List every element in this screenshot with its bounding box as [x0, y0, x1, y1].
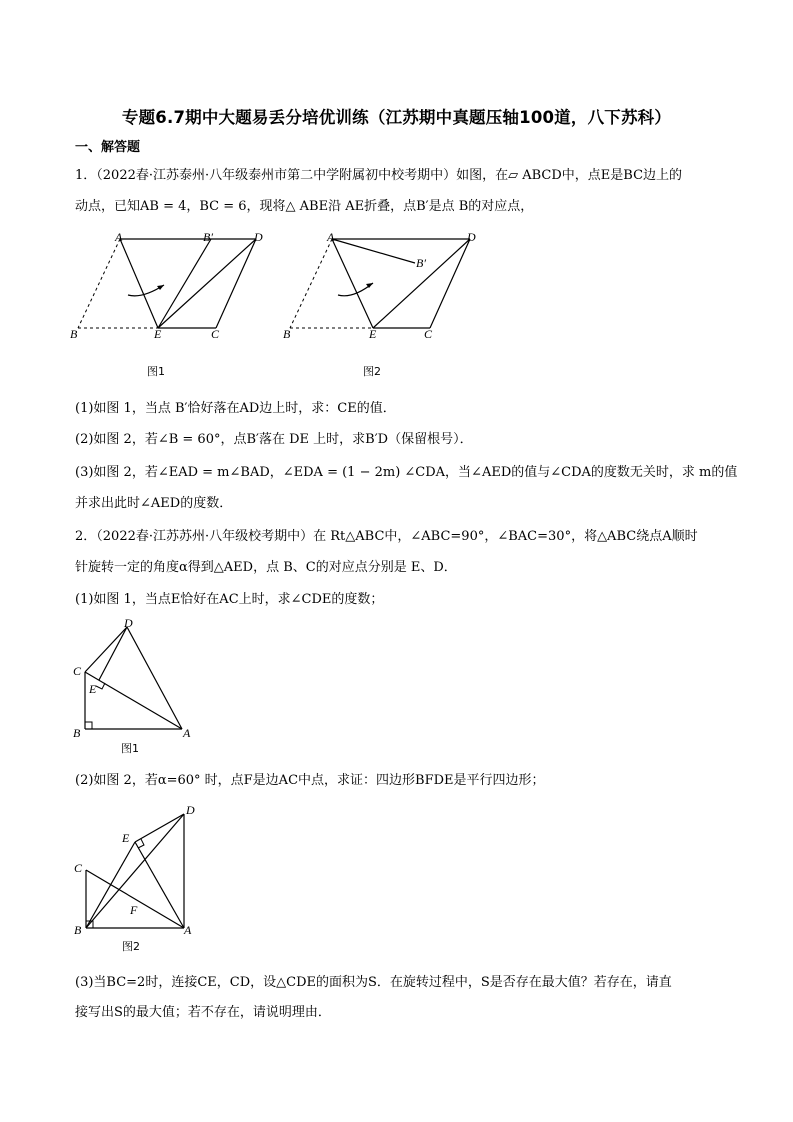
- q2f2-edge-be: [86, 842, 135, 928]
- q2f1-edge-de: [99, 627, 127, 680]
- q1f1-label-d: D: [254, 230, 263, 244]
- q1f2-edge-ab-prime: [332, 239, 415, 263]
- q2f2-label-d: D: [186, 803, 195, 817]
- q1f2-label-d: D: [467, 230, 476, 244]
- q2-figure-1: [70, 615, 210, 760]
- q2f1-label-a: A: [183, 726, 191, 740]
- q2f1-label-b: B: [73, 726, 81, 740]
- q2-line1: 2．（2022春·江苏苏州·八年级校考期中）在 Rt△ABC中，∠ABC=90°，∠BAC=30°，将△ABC绕点A顺时: [75, 529, 698, 544]
- q1f2-label-b-prime: B′: [416, 256, 426, 270]
- q2f1-edge-cd: [85, 627, 127, 672]
- q2-part3b: 接写出S的最大值；若不存在，请说明理由．: [75, 1005, 331, 1020]
- q1f1-arrowhead-icon: [157, 285, 164, 290]
- q1f1-label-b: B: [70, 327, 78, 341]
- q2-part1: (1)如图 1，当点E恰好在AC上时，求∠CDE的度数；: [75, 592, 384, 607]
- q1f1-label-b-prime: B′: [203, 230, 213, 244]
- page-title: 专题6.7期中大题易丢分培优训练（江苏期中真题压轴100道，八下苏科）: [121, 108, 672, 127]
- q2f1-right-angle-b-icon: [85, 722, 92, 729]
- section-heading: 一、解答题: [75, 140, 141, 155]
- q1f1-edge-ae: [120, 239, 158, 328]
- q1-part2: (2)如图 2，若∠B = 60°，点B′落在 DE 上时，求B′D（保留根号）．: [75, 432, 473, 447]
- q1f2-edge-ab-dashed: [290, 239, 332, 328]
- q2f2-label-b: B: [74, 923, 82, 937]
- q1f2-edge-ae: [332, 239, 373, 328]
- q1f1-edge-cd: [216, 239, 256, 328]
- q1f2-label-a: A: [327, 230, 335, 244]
- q1-part3b: 并求出此时∠AED的度数．: [75, 496, 233, 511]
- q2-part2: (2)如图 2，若α=60° 时，点F是边AC中点，求证：四边形BFDE是平行四边形；: [75, 773, 545, 788]
- q2-figure-2: [70, 800, 210, 960]
- q1-part1: (1)如图 1，当点 B′恰好落在AD边上时，求：CE的值．: [75, 401, 396, 416]
- q1f2-label-c: C: [424, 327, 433, 341]
- q2f1-edge-da: [127, 627, 182, 729]
- q1-figure-2: [275, 225, 495, 385]
- q2f1-caption: 图1: [121, 742, 139, 755]
- q2f2-edge-ea: [135, 842, 184, 928]
- q1f1-label-c: C: [211, 327, 220, 341]
- q1f2-label-e: E: [369, 327, 377, 341]
- q1f1-caption: 图1: [147, 365, 165, 378]
- q2f1-label-e: E: [89, 682, 97, 696]
- q1f1-edge-ab-dashed: [78, 239, 120, 328]
- q2f1-edge-ca: [85, 672, 182, 729]
- q2-part3a: (3)当BC=2时，连接CE，CD，设△CDE的面积为S．在旋转过程中，S是否存在最大值？若存在，请直: [75, 975, 672, 990]
- q1-line2: 动点，已知AB = 4，BC = 6，现将△ ABE沿 AE折叠，点B′是点 B的对应点，: [75, 199, 534, 214]
- q2f2-label-a: A: [184, 923, 192, 937]
- q2f1-label-c: C: [73, 664, 82, 678]
- q1-part3a: (3)如图 2，若∠EAD = m∠BAD，∠EDA = (1 − 2m) ∠CDA，当∠AED的值与∠CDA的度数无关时，求 m的值: [75, 465, 738, 480]
- q1f1-edge-ed: [158, 239, 256, 328]
- q1f1-label-e: E: [154, 327, 162, 341]
- q2f2-edge-ca: [86, 870, 184, 928]
- q1f1-label-a: A: [115, 230, 123, 244]
- q2f2-edge-de: [135, 814, 184, 842]
- q1f2-edge-ed: [373, 239, 470, 328]
- q2f2-label-f: F: [130, 903, 138, 917]
- q2f1-label-d: D: [124, 616, 133, 630]
- q1f2-edge-cd: [430, 239, 470, 328]
- q1-figure-1: [60, 225, 280, 385]
- q1f2-label-b: B: [283, 327, 291, 341]
- q2f2-label-e: E: [122, 831, 130, 845]
- q2-line2: 针旋转一定的角度α得到△AED，点 B、C的对应点分别是 E、D．: [75, 560, 457, 575]
- q1f2-caption: 图2: [363, 365, 381, 378]
- q2f1-right-angle-e-icon: [96, 683, 105, 689]
- q1f1-edge-eb-prime: [158, 239, 211, 328]
- q2f2-label-c: C: [74, 861, 83, 875]
- q1-line1: 1．（2022春·江苏泰州·八年级泰州市第二中学附属初中校考期中）如图，在▱ ABCD中，点E是BC边上的: [75, 168, 683, 183]
- q2f2-caption: 图2: [122, 940, 140, 953]
